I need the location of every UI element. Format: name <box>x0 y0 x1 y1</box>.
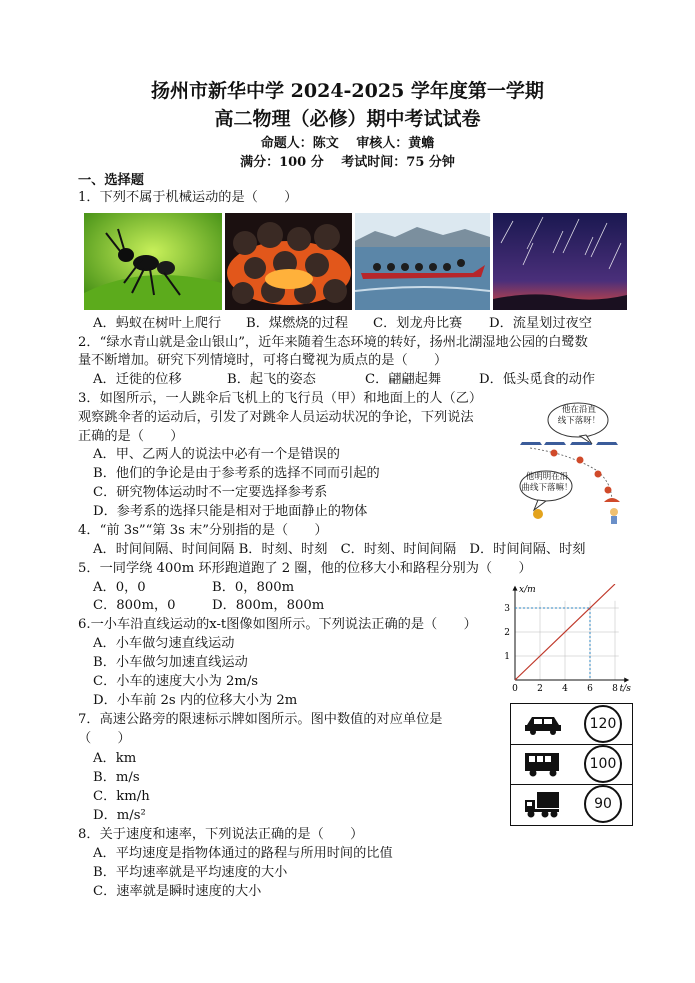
q2-line2: 量不断增加。研究下列情境时，可将白鹭视为质点的是（ ） <box>78 353 448 368</box>
x-tick-label: 4 <box>562 684 568 692</box>
speed-value-bus: 100 <box>584 745 622 783</box>
q2-option-a: A．迁徙的位移 <box>93 372 182 387</box>
q3-line3: 正确的是（ ） <box>78 429 184 444</box>
x-axis-arrow <box>624 678 629 683</box>
q6-option-a: A．小车做匀速直线运动 <box>93 636 235 651</box>
q5-option-d: D．800m，800m <box>212 598 325 613</box>
bubble-ground-line2: 曲线下落嘛！ <box>521 483 573 493</box>
q5-option-a: A．0，0 <box>93 580 146 595</box>
sign-row-bus <box>511 744 632 785</box>
x-tick-label: 6 <box>587 684 593 692</box>
sign-row-truck <box>511 784 632 824</box>
q4-stem: 4．“前 3s”“第 3s 末”分别指的是（ ） <box>78 523 328 538</box>
dragon-boat-photo <box>355 213 490 310</box>
ant-photo <box>84 213 222 310</box>
q7-option-c: C．km/h <box>93 789 150 804</box>
q7-line1: 7．高速公路旁的限速标示牌如图所示。图中数值的对应单位是 <box>78 712 443 727</box>
exam-title: 扬州市新华中学 2024-2025 学年度第一学期 <box>151 80 544 102</box>
q1-stem: 1．下列不属于机械运动的是（ ） <box>78 190 298 205</box>
exam-authors: 命题人：陈文 审核人：黄蟾 <box>260 136 435 151</box>
q3-option-a: A．甲、乙两人的说法中必有一个是错误的 <box>93 447 340 462</box>
bubble-ground <box>520 472 574 494</box>
y-tick-label: 3 <box>504 604 510 614</box>
q7-line2: （ ） <box>78 731 131 746</box>
section-heading: 一、选择题 <box>78 173 144 188</box>
q7-option-b: B．m/s <box>93 770 140 785</box>
q4-options: A．时间间隔、时间间隔 B．时刻、时刻 C．时刻、时间间隔 D．时间间隔、时刻 <box>93 542 586 557</box>
q6-option-d: D．小车前 2s 内的位移大小为 2m <box>93 693 298 708</box>
y-axis-label: x/m <box>519 585 536 595</box>
bus-icon <box>523 751 563 777</box>
q2-option-d: D．低头觅食的动作 <box>479 372 596 387</box>
speed-limit-sign <box>510 703 633 826</box>
q6-stem: 6.一小车沿直线运动的x-t图像如图所示。下列说法正确的是（ ） <box>78 617 477 632</box>
q8-stem: 8．关于速度和速率，下列说法正确的是（ ） <box>78 827 364 842</box>
exam-info: 满分：100 分 考试时间：75 分钟 <box>240 155 455 170</box>
q5-stem: 5．一同学绕 400m 环形跑道跑了 2 圈，他的位移大小和路程分别为（ ） <box>78 561 532 576</box>
speed-value-car: 120 <box>584 705 622 743</box>
sign-row-car <box>511 704 632 745</box>
q3-option-c: C．研究物体运动时不一定要选择参考系 <box>93 485 328 500</box>
q5-option-c: C．800m，0 <box>93 598 176 613</box>
q1-option-c: C．划龙舟比赛 <box>373 316 463 331</box>
q2-line1: 2．“绿水青山就是金山银山”，近年来随着生态环境的转好，扬州北湖湿地公园的白鹭数 <box>78 335 588 350</box>
x-axis-label: t/s <box>619 684 631 692</box>
xt-graph <box>496 584 642 692</box>
bubble-pilot-line1: 他在沿直 <box>561 405 596 415</box>
meteor-photo <box>493 213 627 310</box>
q1-option-d: D．流星划过夜空 <box>489 316 592 331</box>
speed-value-truck: 90 <box>584 785 622 823</box>
q7-option-a: A．km <box>93 751 137 766</box>
q8-option-a: A．平均速度是指物体通过的路程与所用时间的比值 <box>93 846 393 861</box>
bubble-ground-line1: 他明明在沿 <box>525 472 569 482</box>
q2-option-c: C．翩翩起舞 <box>365 372 442 387</box>
q5-option-b: B．0，800m <box>212 580 295 595</box>
q6-option-c: C．小车的速度大小为 2m/s <box>93 674 259 689</box>
q3-option-b: B．他们的争论是由于参考系的选择不同而引起的 <box>93 466 380 481</box>
bubble-pilot-line2: 线下落呀！ <box>557 416 601 426</box>
q1-option-a: A．蚂蚁在树叶上爬行 <box>93 316 222 331</box>
q1-option-b: B．煤燃烧的过程 <box>246 316 349 331</box>
q8-option-b: B．平均速率就是平均速度的大小 <box>93 865 288 880</box>
bubble-pilot <box>556 405 602 427</box>
q3-line1: 3．如图所示，一人跳伞后飞机上的飞行员（甲）和地面上的人（乙） <box>78 391 483 406</box>
q2-option-b: B．起飞的姿态 <box>227 372 316 387</box>
car-icon <box>523 713 563 735</box>
q8-option-c: C．速率就是瞬时速度的大小 <box>93 884 262 899</box>
y-axis-arrow <box>513 586 518 591</box>
q3-option-d: D．参考系的选择只能是相对于地面静止的物体 <box>93 504 368 519</box>
x-tick-label: 8 <box>612 684 618 692</box>
y-tick-label: 1 <box>504 652 510 662</box>
q3-line2: 观察跳伞者的运动后，引发了对跳伞人员运动状况的争论，下列说法 <box>78 410 474 425</box>
x-tick-label: 0 <box>512 684 518 692</box>
q6-option-b: B．小车做匀加速直线运动 <box>93 655 248 670</box>
coal-photo <box>225 213 352 310</box>
exam-subtitle: 高二物理（必修）期中考试试卷 <box>214 108 481 130</box>
x-tick-label: 2 <box>537 684 543 692</box>
q7-option-d: D．m/s² <box>93 808 146 823</box>
truck-icon <box>523 790 563 818</box>
parachute-illustration <box>510 398 630 526</box>
y-tick-label: 2 <box>504 628 510 638</box>
